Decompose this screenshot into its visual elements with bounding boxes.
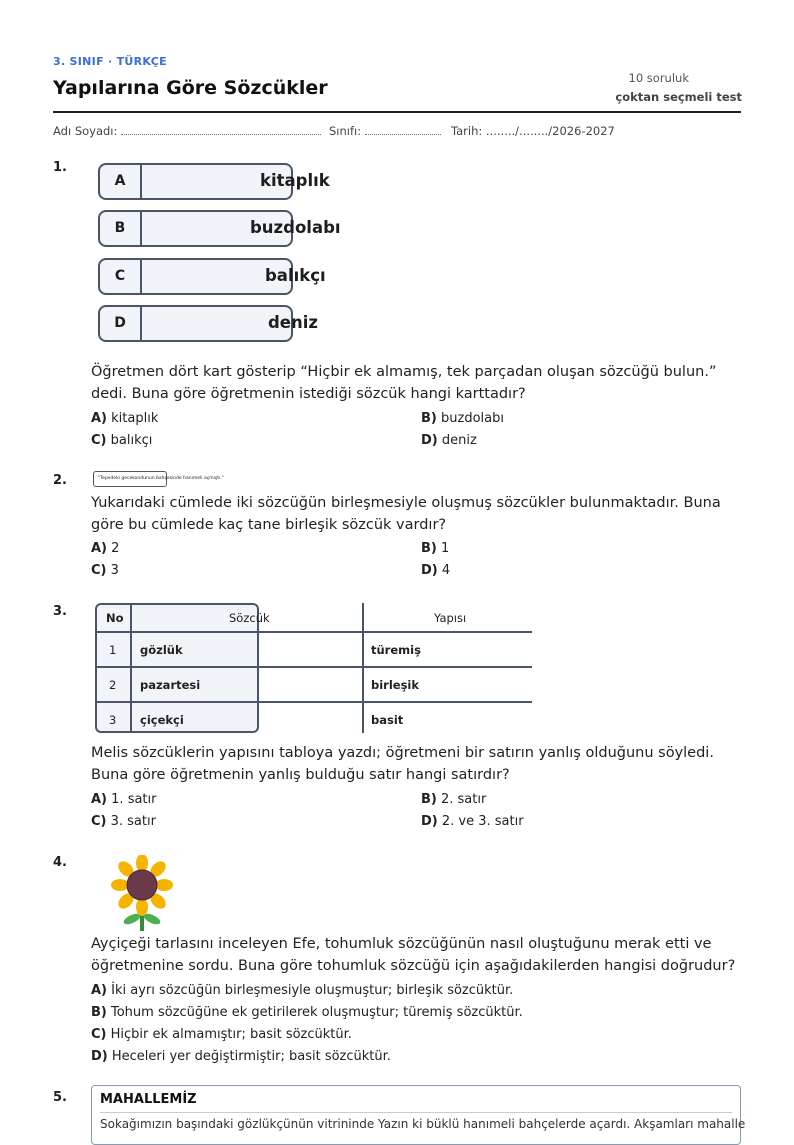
option-text: kitaplık	[111, 411, 159, 426]
table-header: No	[106, 611, 124, 625]
card-word: balıkçı	[265, 266, 326, 285]
passage-divider	[100, 1112, 732, 1113]
option-b[interactable]	[421, 541, 449, 556]
student-info-row	[53, 124, 741, 140]
option-label: B)	[91, 1005, 107, 1020]
passage-text: Sokağımızın başındaki gözlükçünün vitrininde Yazın ki büklü hanımeli bahçelerde açardı. Akşamları mahalle	[100, 1117, 746, 1131]
card-letter: D	[100, 307, 142, 340]
option-text: 4	[441, 563, 451, 578]
date-field[interactable]	[451, 124, 615, 138]
table-cell: türemiş	[371, 643, 421, 657]
option-a[interactable]	[91, 983, 513, 998]
option-d[interactable]	[91, 1049, 391, 1064]
header-divider	[53, 111, 741, 113]
word-card-c[interactable]	[98, 258, 293, 295]
reading-passage-box	[91, 1085, 746, 1145]
class-line	[365, 124, 441, 135]
name-field[interactable]	[53, 124, 321, 138]
table-divider	[130, 603, 132, 733]
option-d[interactable]	[421, 814, 524, 829]
option-c[interactable]	[91, 814, 156, 829]
option-d[interactable]	[421, 433, 477, 448]
class-field[interactable]	[329, 124, 441, 138]
table-header: Sözcük	[229, 611, 270, 625]
option-label: B)	[421, 411, 437, 426]
option-text: İki ayrı sözcüğün birleşmesiyle oluşmuştur; birleşik sözcüktür.	[111, 983, 514, 998]
option-text: 2	[111, 541, 120, 556]
sunflower-icon	[110, 855, 174, 933]
test-type: çoktan seçmeli test	[615, 90, 742, 104]
table-cell: basit	[371, 713, 404, 727]
option-text: 1. satır	[111, 792, 157, 807]
subject-label: 3. SINIF · TÜRKÇE	[53, 55, 167, 68]
class-label: Sınıfı:	[329, 124, 362, 138]
option-a[interactable]	[91, 541, 119, 556]
question-text: Öğretmen dört kart gösterip “Hiçbir ek almamış, tek parçadan oluşan sözcüğü bulun.” dedi. Buna göre öğretmenin istediği sözcük hangi karttadır?	[91, 364, 717, 402]
option-label: D)	[421, 433, 438, 448]
option-text: 2. ve 3. satır	[441, 814, 524, 829]
question-number: 5.	[53, 1090, 67, 1105]
question-number: 3.	[53, 604, 67, 619]
option-label: C)	[91, 1027, 107, 1042]
table-divider	[95, 631, 532, 633]
option-label: D)	[421, 814, 438, 829]
option-label: A)	[91, 792, 108, 807]
option-c[interactable]	[91, 433, 152, 448]
word-card-d[interactable]	[98, 305, 293, 342]
option-label: C)	[91, 814, 107, 829]
sentence-box: "Tepedeki gecekondunun bahçesinde hanımeli açmıştı."	[93, 471, 167, 487]
option-c[interactable]	[91, 1027, 352, 1042]
option-label: A)	[91, 541, 108, 556]
table-divider	[362, 603, 364, 733]
table-cell: çiçekçi	[140, 713, 184, 727]
option-text: 1	[441, 541, 450, 556]
question-number: 2.	[53, 473, 67, 488]
table-cell: pazartesi	[140, 678, 201, 692]
option-text: Tohum sözcüğüne ek getirilerek oluşmuştur; türemiş sözcüktür.	[111, 1005, 523, 1020]
card-letter: C	[100, 260, 142, 293]
option-text: 3. satır	[110, 814, 156, 829]
option-text: Hiçbir ek almamıştır; basit sözcüktür.	[110, 1027, 352, 1042]
table-divider	[95, 666, 532, 668]
question-number: 1.	[53, 160, 67, 175]
option-b[interactable]	[421, 792, 486, 807]
table-cell: gözlük	[140, 643, 183, 657]
option-label: D)	[421, 563, 438, 578]
option-a[interactable]	[91, 792, 157, 807]
option-text: 2. satır	[441, 792, 487, 807]
question-count: 10 soruluk	[628, 71, 689, 85]
question-text: Ayçiçeği tarlasını inceleyen Efe, tohumluk sözcüğünün nasıl oluştuğunu merak etti ve öğretmenine sordu. Buna göre tohumluk sözcüğü için aşağıdakilerden hangisi doğrudur?	[91, 936, 736, 974]
option-text: Heceleri yer değiştirmiştir; basit sözcüktür.	[111, 1049, 391, 1064]
option-label: B)	[421, 792, 437, 807]
option-d[interactable]	[421, 563, 450, 578]
table-header: Yapısı	[434, 611, 467, 625]
passage-title: MAHALLEMİZ	[100, 1092, 197, 1107]
option-text: buzdolabı	[441, 411, 504, 426]
name-label: Adı Soyadı:	[53, 124, 118, 138]
card-word: deniz	[268, 313, 319, 332]
table-cell: 2	[109, 678, 117, 692]
option-label: A)	[91, 411, 108, 426]
card-letter: A	[100, 165, 142, 198]
date-label: Tarih:	[451, 124, 483, 138]
option-label: C)	[91, 433, 107, 448]
card-word: buzdolabı	[250, 218, 341, 237]
page-title: Yapılarına Göre Sözcükler	[53, 77, 328, 99]
card-letter: B	[100, 212, 142, 245]
table-cell: 3	[109, 713, 117, 727]
table-cell: birleşik	[371, 678, 420, 692]
name-line	[121, 124, 321, 135]
option-label: B)	[421, 541, 437, 556]
question-number: 4.	[53, 855, 67, 870]
option-label: A)	[91, 983, 108, 998]
date-value: ......../......../2026-2027	[485, 124, 615, 138]
option-c[interactable]	[91, 563, 119, 578]
option-b[interactable]	[91, 1005, 523, 1020]
question-text: Yukarıdaki cümlede iki sözcüğün birleşmesiyle oluşmuş sözcükler bulunmaktadır. Buna göre bu cümlede kaç tane birleşik sözcük vardır?	[91, 495, 721, 533]
card-word: kitaplık	[260, 171, 330, 190]
table-cell: 1	[109, 643, 117, 657]
question-text: Melis sözcüklerin yapısını tabloya yazdı; öğretmeni bir satırın yanlış olduğunu söyledi. Buna göre öğretmenin yanlış bulduğu satır hangi satırdır?	[91, 745, 714, 783]
table-divider	[95, 701, 532, 703]
option-label: C)	[91, 563, 107, 578]
option-text: deniz	[441, 433, 477, 448]
option-a[interactable]	[91, 411, 158, 426]
option-label: D)	[91, 1049, 108, 1064]
option-b[interactable]	[421, 411, 504, 426]
option-text: balıkçı	[110, 433, 153, 448]
option-text: 3	[110, 563, 119, 578]
